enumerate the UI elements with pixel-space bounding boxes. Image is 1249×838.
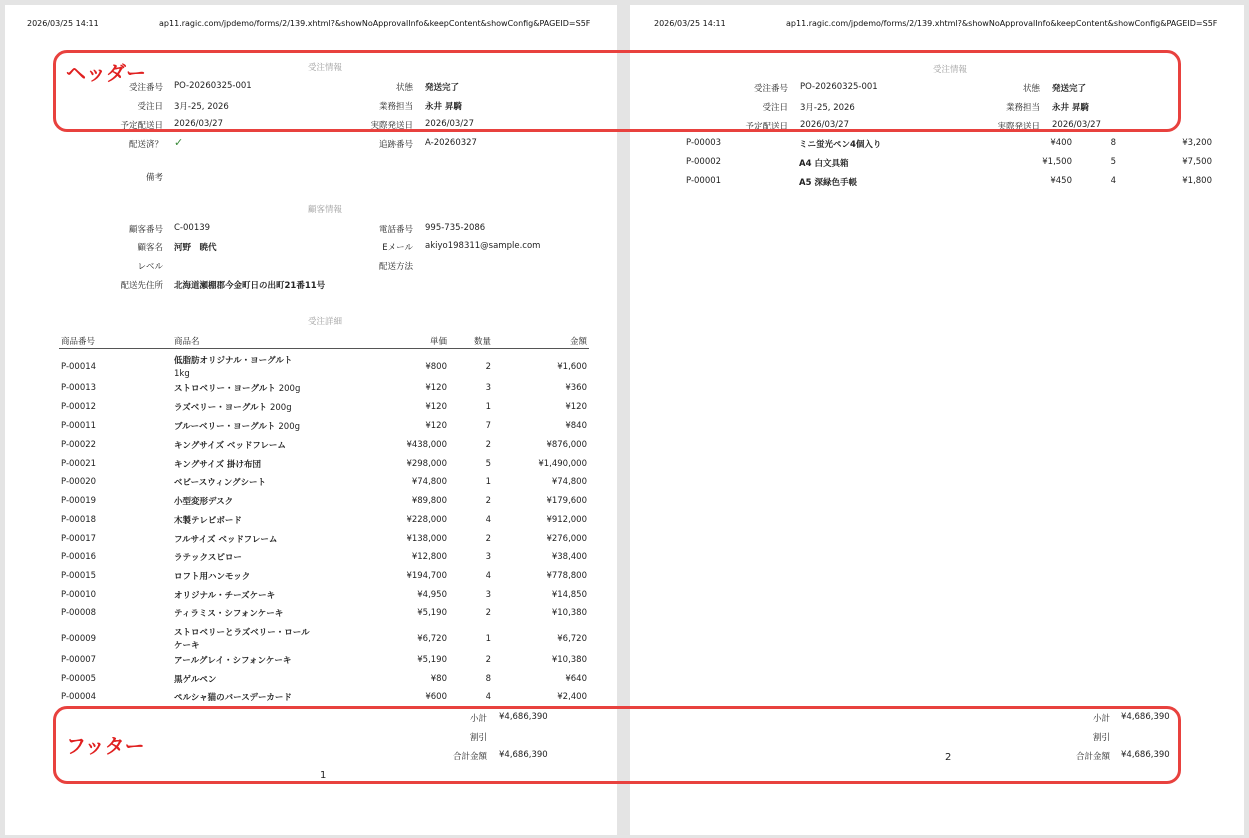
cell-qty: 7 (485, 421, 491, 431)
cell-amount: ¥14,850 (551, 590, 587, 600)
page-number: 1 (320, 770, 327, 781)
cell-product-name (174, 459, 314, 472)
cell-product-no: P-00005 (61, 674, 97, 684)
page-header-datetime: 2026/03/25 14:11 (654, 19, 726, 28)
order-date-label: 受注日 (137, 102, 163, 112)
email-value: akiyo198311@sample.com (425, 241, 541, 251)
staff-label: 業務担当 (1005, 103, 1040, 113)
discount-label: 割引 (469, 733, 487, 743)
product-name-text: フルサイズ ベッドフレーム (174, 535, 278, 545)
product-name-text: ラテックスピロー (174, 553, 242, 563)
shipping-method-label: 配送方法 (378, 262, 413, 272)
header-annotation-label: ヘッダー (66, 61, 146, 85)
header-divider (59, 348, 589, 349)
product-name-suffix: 200g (278, 384, 301, 394)
cell-product-name (174, 674, 314, 687)
total-label: 合計金額 (452, 752, 487, 762)
product-name-text: ストロベリー・ヨーグルト (174, 384, 276, 394)
product-name-text: ラズベリー・ヨーグルト (174, 403, 267, 413)
cell-amount: ¥1,600 (557, 362, 587, 372)
cell-qty: 2 (485, 655, 491, 665)
print-page-2 (630, 5, 1244, 835)
cell-product-no: P-00001 (686, 176, 722, 186)
product-name-suffix: 200g (269, 403, 292, 413)
cell-product-no: P-00015 (61, 571, 97, 581)
status-label: 状態 (395, 83, 413, 93)
product-name-text: ブルーベリー・ヨーグルト (174, 422, 276, 432)
email-label: Eメール (382, 243, 413, 253)
cell-unit-price: ¥450 (1050, 176, 1072, 186)
customer-name-label: 顧客名 (137, 243, 163, 253)
cell-unit-price: ¥80 (430, 674, 447, 684)
order-no-label: 受注番号 (753, 84, 788, 94)
cell-amount: ¥876,000 (546, 440, 587, 450)
cell-qty: 4 (485, 692, 491, 702)
product-name-text: 低脂肪オリジナル・ヨーグルト (174, 356, 293, 366)
product-name-text: ロフト用ハンモック (174, 572, 251, 582)
cell-unit-price: ¥438,000 (406, 440, 447, 450)
status-label: 状態 (1022, 84, 1040, 94)
product-name-text: 木製テレビボード (174, 516, 242, 526)
cell-product-name (174, 552, 314, 565)
page-number: 2 (945, 752, 952, 763)
cell-product-no: P-00017 (61, 534, 97, 544)
cell-product-name (174, 692, 314, 705)
subtotal-value: ¥4,686,390 (1121, 712, 1170, 722)
cell-amount: ¥179,600 (546, 496, 587, 506)
actual-ship-label: 実際発送日 (997, 122, 1040, 132)
check-icon: ✓ (174, 136, 184, 149)
page-header-datetime: 2026/03/25 14:11 (27, 19, 99, 28)
col-header-qty: 数量 (473, 337, 491, 347)
product-name-suffix: 1kg (174, 369, 190, 379)
cell-qty: 4 (1110, 176, 1116, 186)
staff-value: 永井 昇騎 (1052, 103, 1089, 113)
staff-label: 業務担当 (378, 102, 413, 112)
cell-amount: ¥778,800 (546, 571, 587, 581)
order-no-value: PO-20260325-001 (174, 81, 252, 91)
cell-unit-price: ¥6,720 (417, 634, 447, 644)
cell-product-name (174, 590, 314, 603)
cell-qty: 2 (485, 496, 491, 506)
cell-amount: ¥1,800 (1182, 176, 1212, 186)
product-name-text: ベビースウィングシート (174, 478, 267, 488)
cell-product-name (174, 515, 314, 528)
cell-amount: ¥2,400 (557, 692, 587, 702)
col-header-product-no: 商品番号 (61, 337, 96, 347)
cell-product-no: P-00018 (61, 515, 97, 525)
subtotal-label: 小計 (1092, 714, 1110, 724)
cell-unit-price: ¥74,800 (411, 477, 447, 487)
footer-annotation-label: フッター (66, 734, 145, 758)
product-name-text: オリジナル・チーズケーキ (174, 591, 276, 601)
actual-ship-value: 2026/03/27 (425, 119, 474, 129)
planned-ship-value: 2026/03/27 (174, 119, 223, 129)
cell-product-no: P-00012 (61, 402, 97, 412)
planned-ship-label: 予定配送日 (120, 121, 163, 131)
order-detail-table (59, 335, 589, 705)
cell-amount: ¥120 (565, 402, 587, 412)
customer-no-value: C-00139 (174, 223, 211, 233)
cell-amount: ¥74,800 (551, 477, 587, 487)
cell-qty: 3 (485, 552, 491, 562)
cell-product-name (174, 655, 314, 668)
product-name-text: ペルシャ猫のバースデーカード (174, 693, 292, 703)
cell-qty: 3 (485, 590, 491, 600)
customer-no-label: 顧客番号 (128, 225, 163, 235)
cell-amount: ¥1,490,000 (538, 459, 587, 469)
cell-product-no: P-00014 (61, 362, 97, 372)
cell-unit-price: ¥120 (425, 421, 447, 431)
status-value: 発送完了 (425, 83, 460, 93)
cell-amount: ¥38,400 (551, 552, 587, 562)
cell-product-no: P-00013 (61, 383, 97, 393)
cell-product-name (174, 440, 314, 453)
product-name-text: アールグレイ・シフォンケーキ (174, 656, 292, 666)
tracking-label: 追跡番号 (378, 140, 413, 150)
cell-unit-price: ¥120 (425, 383, 447, 393)
cell-product-name (174, 608, 314, 621)
cell-product-name (174, 421, 314, 434)
cell-unit-price: ¥1,500 (1042, 157, 1072, 167)
col-header-amount: 金額 (569, 337, 587, 347)
cell-product-name (174, 355, 314, 381)
cell-product-no: P-00004 (61, 692, 97, 702)
cell-unit-price: ¥5,190 (417, 608, 447, 618)
product-name-text: ストロベリーとラズベリー・ロールケーキ (174, 628, 310, 651)
order-date-value: 3月-25, 2026 (174, 102, 229, 112)
cell-amount: ¥640 (565, 674, 587, 684)
staff-value: 永井 昇騎 (425, 102, 462, 112)
cell-unit-price: ¥194,700 (406, 571, 447, 581)
cell-unit-price: ¥12,800 (411, 552, 447, 562)
cell-amount: ¥7,500 (1182, 157, 1212, 167)
cell-product-no: P-00016 (61, 552, 97, 562)
cell-product-no: P-00021 (61, 459, 97, 469)
product-name-text: 黒ゲルペン (174, 675, 217, 685)
cell-qty: 4 (485, 571, 491, 581)
cell-qty: 1 (485, 634, 491, 644)
total-value: ¥4,686,390 (1121, 750, 1170, 760)
cell-unit-price: ¥4,950 (417, 590, 447, 600)
phone-label: 電話番号 (378, 225, 413, 235)
section-title-customer: 顧客情報 (307, 205, 342, 215)
order-date-label: 受注日 (762, 103, 788, 113)
cell-product-name (174, 383, 314, 396)
page-header-url: ap11.ragic.com/jpdemo/forms/2/139.xhtml?&showNoApprovalInfo&keepContent&showConfig&PAGEID=S5F (786, 19, 1218, 28)
cell-product-name: A5 深緑色手帳 (799, 178, 857, 188)
col-header-product-name: 商品名 (174, 337, 200, 347)
cell-qty: 2 (485, 608, 491, 618)
cell-unit-price: ¥298,000 (406, 459, 447, 469)
cell-qty: 2 (485, 440, 491, 450)
cell-unit-price: ¥89,800 (411, 496, 447, 506)
cell-qty: 8 (485, 674, 491, 684)
cell-unit-price: ¥600 (425, 692, 447, 702)
cell-product-name (174, 627, 314, 653)
cell-unit-price: ¥120 (425, 402, 447, 412)
cell-product-no: P-00007 (61, 655, 97, 665)
cell-product-no: P-00019 (61, 496, 97, 506)
cell-qty: 2 (485, 362, 491, 372)
shipped-label: 配送済？ (128, 140, 163, 150)
product-name-text: 小型変形デスク (174, 497, 234, 507)
cell-product-no: P-00020 (61, 477, 97, 487)
subtotal-label: 小計 (469, 714, 487, 724)
product-name-text: ティラミス・シフォンケーキ (174, 609, 284, 619)
cell-product-name (174, 534, 314, 547)
cell-amount: ¥10,380 (551, 608, 587, 618)
cell-amount: ¥3,200 (1182, 138, 1212, 148)
cell-qty: 1 (485, 402, 491, 412)
product-name-suffix: 200g (278, 422, 301, 432)
planned-ship-value: 2026/03/27 (800, 120, 849, 130)
order-no-label: 受注番号 (128, 83, 163, 93)
cell-amount: ¥276,000 (546, 534, 587, 544)
tracking-value: A-20260327 (425, 138, 477, 148)
actual-ship-value: 2026/03/27 (1052, 120, 1101, 130)
cell-product-name (174, 402, 314, 415)
cell-product-name (174, 496, 314, 509)
note-label: 備考 (145, 173, 163, 183)
total-value: ¥4,686,390 (499, 750, 548, 760)
cell-qty: 2 (485, 534, 491, 544)
cell-product-name: A4 白文具箱 (799, 159, 849, 169)
cell-unit-price: ¥138,000 (406, 534, 447, 544)
cell-amount: ¥360 (565, 383, 587, 393)
print-page-1 (5, 5, 617, 835)
section-title-order: 受注情報 (307, 63, 342, 73)
cell-unit-price: ¥228,000 (406, 515, 447, 525)
cell-unit-price: ¥400 (1050, 138, 1072, 148)
cell-product-no: P-00003 (686, 138, 722, 148)
product-name-text: キングサイズ ベッドフレーム (174, 441, 286, 451)
col-header-unit-price: 単価 (429, 337, 447, 347)
cell-qty: 5 (485, 459, 491, 469)
order-no-value: PO-20260325-001 (800, 82, 878, 92)
level-label: レベル (137, 262, 163, 272)
cell-product-no: P-00011 (61, 421, 97, 431)
cell-product-no: P-00022 (61, 440, 97, 450)
cell-product-no: P-00009 (61, 634, 97, 644)
cell-qty: 3 (485, 383, 491, 393)
cell-product-no: P-00008 (61, 608, 97, 618)
cell-product-no: P-00002 (686, 157, 722, 167)
cell-product-no: P-00010 (61, 590, 97, 600)
customer-name-value: 河野 暁代 (174, 243, 217, 253)
phone-value: 995-735-2086 (425, 223, 486, 233)
address-value: 北海道瀬棚郡今金町日の出町21番11号 (174, 281, 326, 291)
order-date-value: 3月-25, 2026 (800, 103, 855, 113)
cell-product-name (174, 477, 314, 490)
page-header-url: ap11.ragic.com/jpdemo/forms/2/139.xhtml?&showNoApprovalInfo&keepContent&showConfig&PAGEID=S5F (159, 19, 591, 28)
section-title-details: 受注詳細 (307, 317, 342, 327)
section-title-order: 受注情報 (932, 65, 967, 75)
cell-product-name (174, 571, 314, 584)
cell-qty: 8 (1110, 138, 1116, 148)
cell-qty: 4 (485, 515, 491, 525)
actual-ship-label: 実際発送日 (370, 121, 413, 131)
discount-label: 割引 (1092, 733, 1110, 743)
cell-unit-price: ¥5,190 (417, 655, 447, 665)
cell-qty: 1 (485, 477, 491, 487)
total-label: 合計金額 (1075, 752, 1110, 762)
cell-unit-price: ¥800 (425, 362, 447, 372)
address-label: 配送先住所 (120, 281, 163, 291)
cell-amount: ¥10,380 (551, 655, 587, 665)
product-name-text: キングサイズ 掛け布団 (174, 460, 262, 470)
planned-ship-label: 予定配送日 (745, 122, 788, 132)
cell-amount: ¥840 (565, 421, 587, 431)
cell-amount: ¥912,000 (546, 515, 587, 525)
subtotal-value: ¥4,686,390 (499, 712, 548, 722)
status-value: 発送完了 (1052, 84, 1087, 94)
cell-product-name: ミニ蛍光ペン4個入り (799, 140, 882, 150)
cell-amount: ¥6,720 (557, 634, 587, 644)
cell-qty: 5 (1110, 157, 1116, 167)
